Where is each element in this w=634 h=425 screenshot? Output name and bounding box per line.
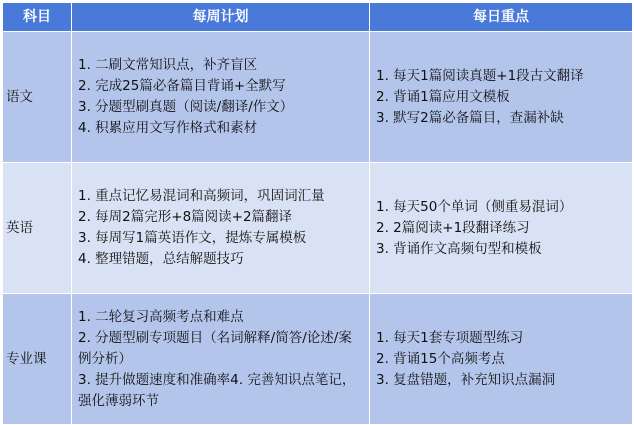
weekly-plan-cell [72,32,370,163]
table-row-major [3,294,633,425]
list-item: 1. 每天1篇阅读真题+1段古文翻译 [376,67,584,84]
list-item: 2. 每周2篇完形+8篇阅读+2篇翻译 [78,209,293,225]
list-item: 2. 2篇阅读+1段翻译练习 [376,219,530,236]
table-row-english [3,163,633,294]
header-weekly-plan: 每周计划 [72,3,370,32]
list-item: 3. 背诵作文高频句型和模板 [376,240,542,257]
list-item: 3. 分题型刷真题（阅读/翻译/作文） [78,99,294,115]
list-item: 1. 每天1套专项题型练习 [376,329,524,346]
list-item: 1. 二刷文常知识点，补齐盲区 [78,57,258,73]
daily-focus-cell [370,32,633,163]
daily-focus-cell [370,163,633,294]
weekly-plan-cell [72,294,370,425]
list-item: 1. 重点记忆易混词和高频词，巩固词汇量 [78,188,325,204]
daily-focus-cell [370,294,633,425]
subject-cell: 专业课 [3,294,72,425]
weekly-plan-cell [72,163,370,294]
subject-cell: 语文 [3,32,72,163]
table-row-chinese [3,32,633,163]
list-item: 4. 积累应用文写作格式和素材 [78,120,258,136]
list-item: 3. 每周写1篇英语作文，提炼专属模板 [78,230,307,246]
study-plan-table [2,2,633,425]
list-item: 3. 复盘错题，补充知识点漏洞 [376,371,556,388]
list-item: 3. 提升做题速度和准确率4. 完善知识点笔记，强化薄弱环节 [78,371,356,409]
list-item: 1. 二轮复习高频考点和难点 [78,308,244,325]
list-item: 2. 背诵15个高频考点 [376,350,505,367]
list-item: 1. 每天50个单词（侧重易混词） [376,198,573,215]
header-daily-focus: 每日重点 [370,3,633,32]
list-item: 3. 默写2篇必备篇目，查漏补缺 [376,109,564,126]
list-item: 2. 分题型刷专项题目（名词解释/简答/论述/案例分析） [78,329,352,367]
list-item: 4. 整理错题，总结解题技巧 [78,251,244,267]
header-subject: 科目 [3,3,72,32]
subject-cell: 英语 [3,163,72,294]
list-item: 2. 完成25篇必备篇目背诵+全默写 [78,78,286,94]
list-item: 2. 背诵1篇应用文模板 [376,88,510,105]
header-row [3,3,633,32]
